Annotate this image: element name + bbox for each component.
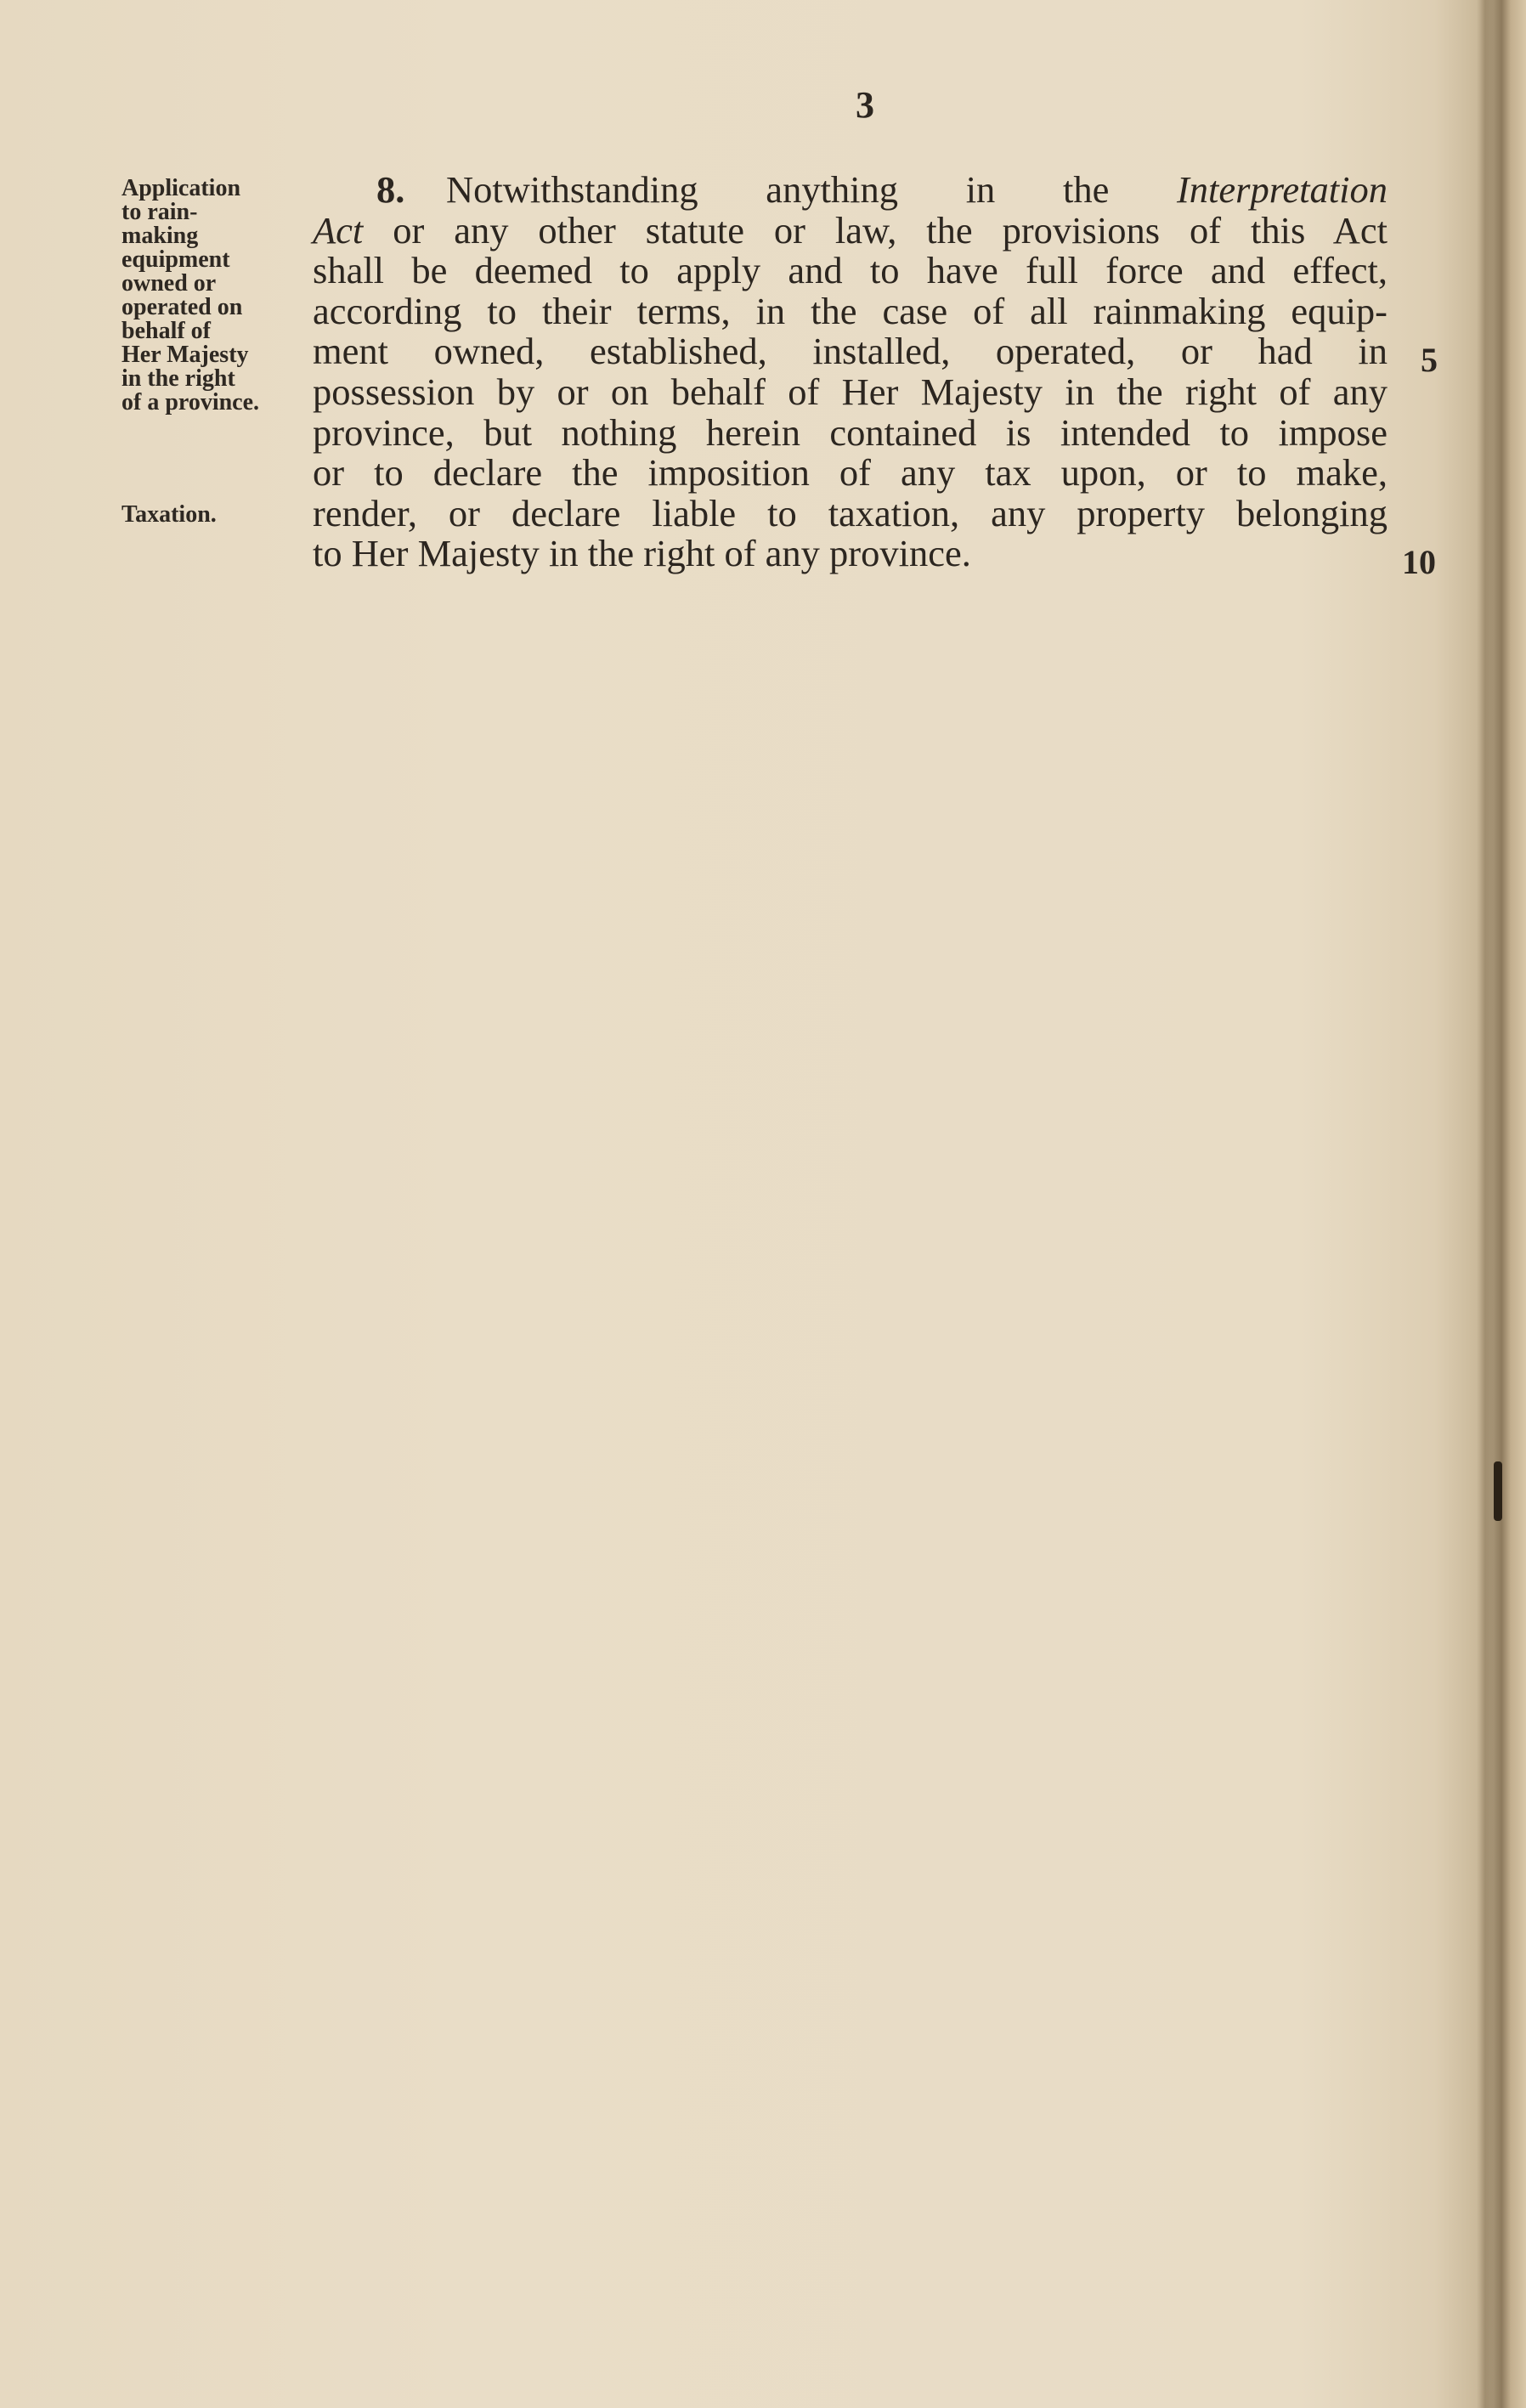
section-8-paragraph: [313, 170, 1388, 574]
line-number-10: 10: [1402, 543, 1436, 581]
marginal-line: making: [122, 223, 199, 249]
act-title-italic: Act: [313, 208, 364, 252]
line-number-5: 5: [1421, 341, 1438, 379]
paragraph-line: shall be deemed to apply and to have full force and effect,: [313, 249, 1388, 292]
marginal-line: operated on: [122, 294, 243, 320]
marginal-line: Her Majesty: [122, 342, 249, 368]
marginal-line: owned or: [122, 270, 217, 297]
marginal-line: of a province.: [122, 389, 260, 415]
paragraph-line: possession by or on behalf of Her Majesty in the right of any: [313, 370, 1388, 413]
act-title-italic: Interpretation: [1176, 168, 1388, 211]
paragraph-text: Notwithstanding anything in the: [446, 168, 1177, 211]
binding-shadow: [1477, 0, 1494, 2408]
marginal-line: behalf of: [122, 318, 211, 344]
section-number: 8.: [376, 168, 405, 211]
marginal-note-application: [122, 177, 300, 415]
marginal-note-taxation: [122, 503, 300, 527]
marginal-line: Application: [122, 175, 241, 201]
marginal-line: to rain-: [122, 199, 198, 225]
marginal-line: in the right: [122, 365, 235, 392]
binding-clip-mark: [1494, 1461, 1502, 1521]
paragraph-line: or to declare the imposition of any tax upon, or to make,: [313, 451, 1388, 495]
marginal-line: Taxation.: [122, 501, 217, 528]
paragraph-line: [313, 208, 1388, 252]
paragraph-line: [313, 170, 1388, 211]
page-number: 3: [856, 84, 874, 126]
paragraph-line: to Her Majesty in the right of any province.: [313, 532, 971, 575]
paragraph-line: ment owned, established, installed, operated, or had in: [313, 330, 1388, 373]
marginal-line: equipment: [122, 246, 230, 273]
paragraph-text: or any other statute or law, the provisions of this Act: [363, 208, 1388, 252]
paragraph-line: according to their terms, in the case of all rainmaking equip-: [313, 289, 1388, 332]
paragraph-line: render, or declare liable to taxation, any property belonging: [313, 491, 1388, 534]
paragraph-line: province, but nothing herein contained is intended to impose: [313, 410, 1388, 454]
